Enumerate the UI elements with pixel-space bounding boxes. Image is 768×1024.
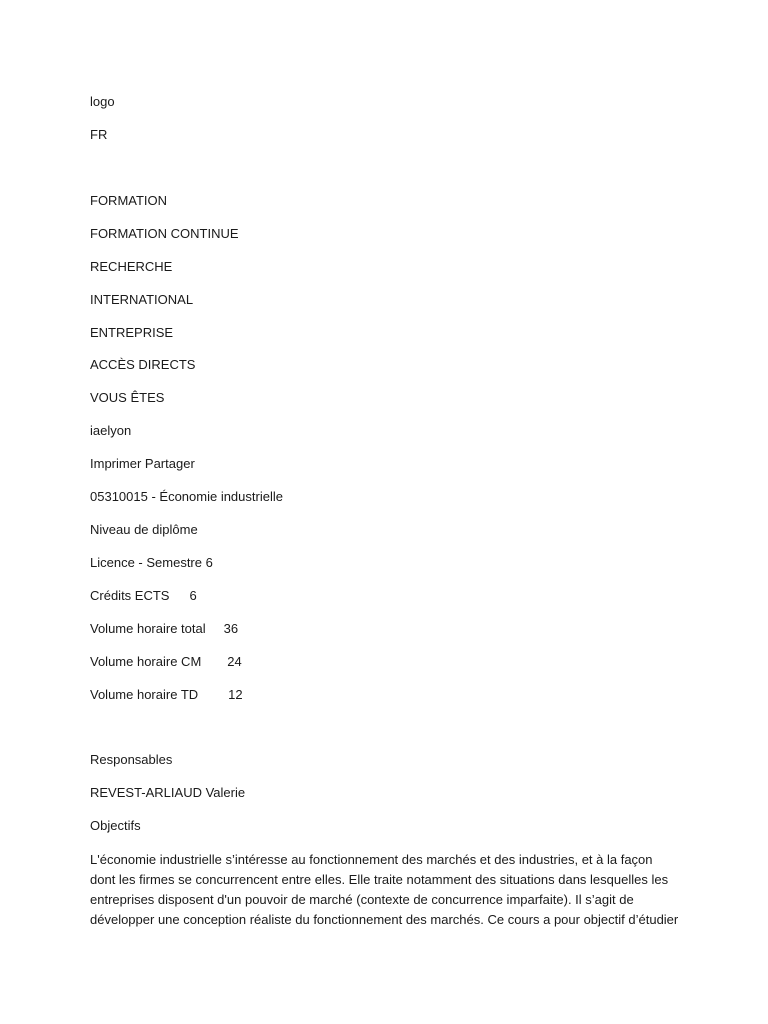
nav-item-formation-continue[interactable]: FORMATION CONTINUE (90, 226, 239, 241)
total-hours-row (90, 620, 238, 637)
responsable-name[interactable]: REVEST-ARLIAUD Valerie (90, 785, 246, 800)
actions-bar (90, 455, 195, 472)
site-name[interactable]: iaelyon (90, 423, 132, 438)
nav-item-recherche[interactable]: RECHERCHE (90, 259, 173, 274)
print-link[interactable]: Imprimer (90, 456, 142, 471)
level-value: Licence - Semestre 6 (90, 555, 213, 570)
logo[interactable]: logo (90, 94, 115, 109)
cm-hours-value: 24 (227, 654, 242, 669)
td-hours-value: 12 (228, 687, 243, 702)
nav-item-entreprise[interactable]: ENTREPRISE (90, 325, 174, 340)
level-label: Niveau de diplôme (90, 522, 198, 537)
nav-item-acces-directs[interactable]: ACCÈS DIRECTS (90, 357, 196, 372)
td-hours-label: Volume horaire TD (90, 687, 199, 702)
responsables-heading: Responsables (90, 752, 173, 767)
nav-item-international[interactable]: INTERNATIONAL (90, 292, 194, 307)
nav-item-vous-etes[interactable]: VOUS ÊTES (90, 390, 165, 405)
total-hours-label: Volume horaire total (90, 621, 206, 636)
nav-item-formation[interactable]: FORMATION (90, 193, 168, 208)
course-title: 05310015 - Économie industrielle (90, 489, 283, 504)
share-link[interactable]: Partager (144, 456, 195, 471)
ects-label: Crédits ECTS (90, 588, 170, 603)
language-switch[interactable]: FR (90, 127, 108, 142)
td-hours-row (90, 686, 243, 703)
cm-hours-label: Volume horaire CM (90, 654, 202, 669)
ects-row (90, 587, 197, 604)
cm-hours-row (90, 653, 242, 670)
objectifs-heading: Objectifs (90, 818, 141, 833)
ects-value: 6 (189, 588, 197, 603)
objectifs-text: L'économie industrielle s’intéresse au fonctionnement des marchés et des industries, et à la façon dont les firmes se concurrencent entre elles. Elle traite notamment des situations dans lesquelles les entreprises disposent d'un pouvoir de marché (contexte de concurrence imparfaite). Il s’agit de développer une conception réaliste du fonctionnement des marchés. Ce cours a pour objectif d’étudier (90, 852, 679, 927)
total-hours-value: 36 (223, 621, 239, 636)
